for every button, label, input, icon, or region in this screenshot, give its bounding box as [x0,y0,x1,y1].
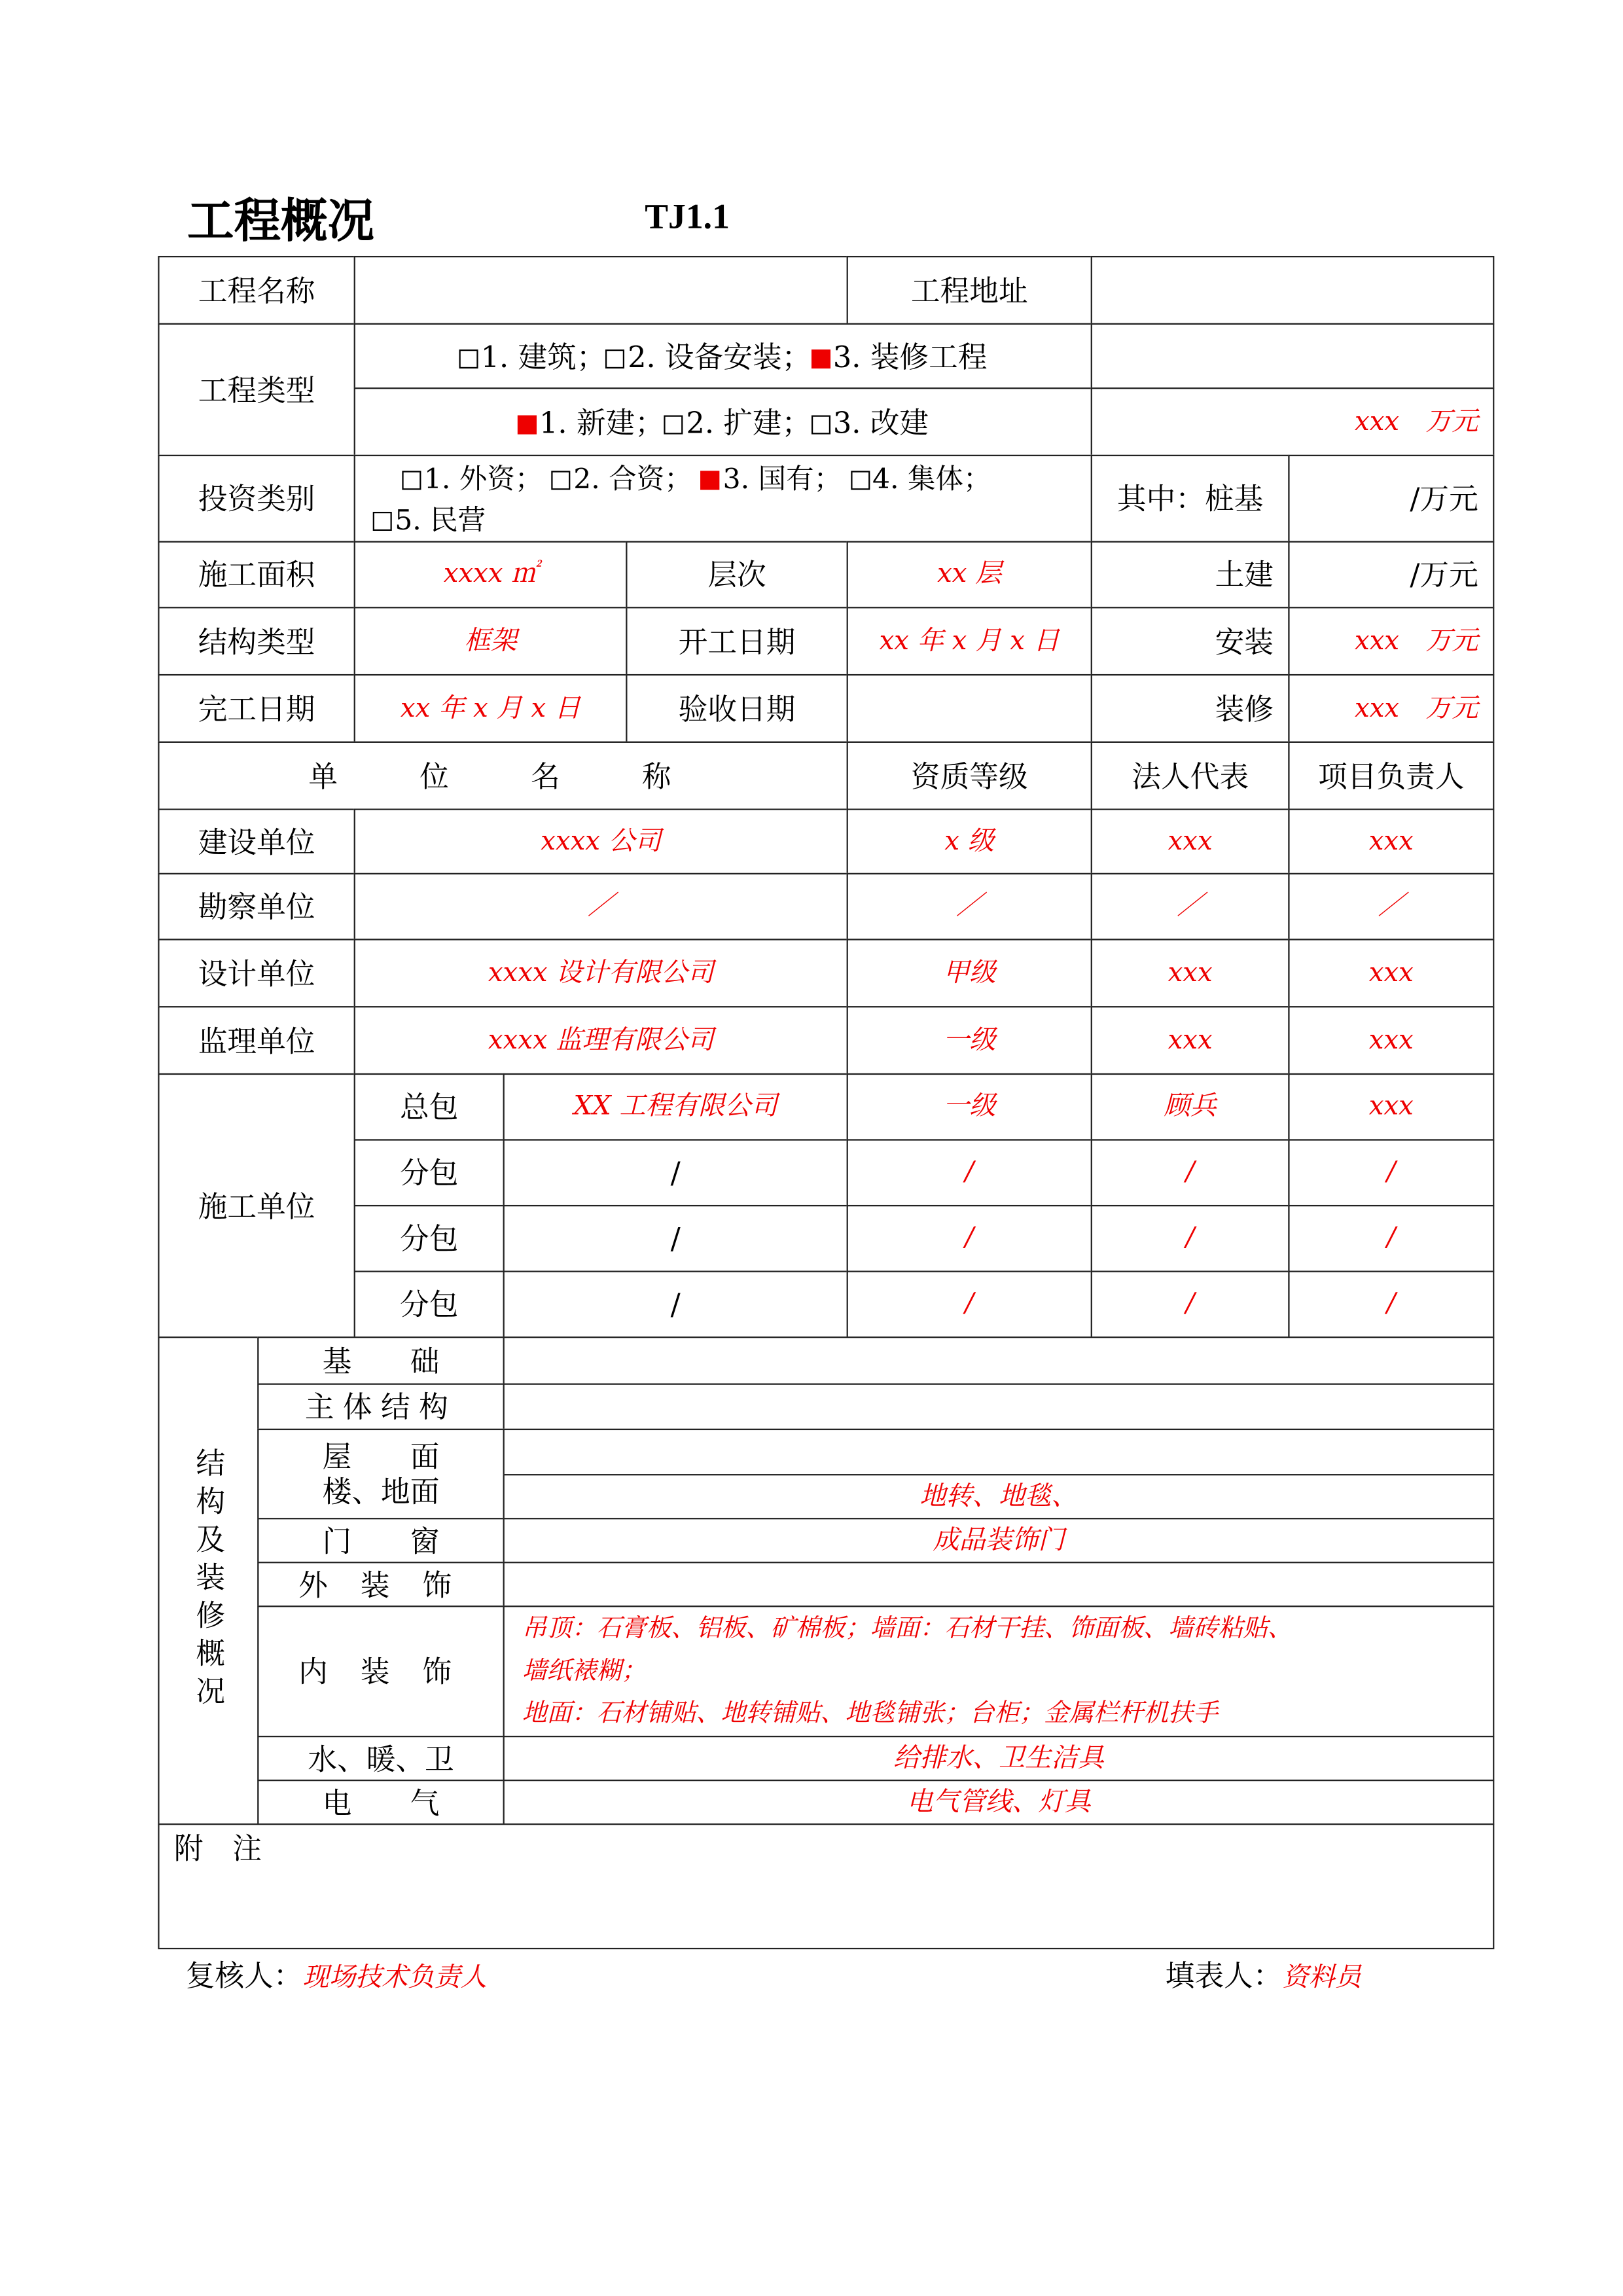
total-cost[interactable]: xxx 万元 [1091,387,1495,456]
unit-legal[interactable]: xxx [1091,1006,1290,1075]
label-address: 工程地址 [847,256,1092,325]
unit-legal[interactable]: ／ [1091,873,1290,941]
label-civil: 土建 [1091,541,1290,609]
checkbox-icon [552,471,571,490]
foundation-value[interactable] [503,1336,1495,1385]
header-legal-rep: 法人代表 [1091,742,1290,810]
label-build-unit: 建设单位 [158,809,355,875]
label-roof: 屋 面 [322,1439,440,1475]
contractor-name[interactable]: / [503,1139,848,1206]
label-main-contractor: 总包 [354,1073,505,1141]
accept-date[interactable] [847,674,1092,743]
label-electrical: 电 气 [257,1780,505,1825]
unit-qual[interactable]: 一级 [847,1006,1092,1075]
label-interior: 内 装 饰 [257,1605,505,1737]
roof-value[interactable] [503,1429,1495,1475]
reviewer [186,1952,487,1995]
label-sub-contractor: 分包 [354,1139,505,1206]
checkbox-collective[interactable]: 4. 集体； [851,463,991,495]
checkbox-private[interactable]: 5. 民营 [373,505,486,537]
checkbox-foreign[interactable]: 1. 外资； [402,463,543,495]
unit-name[interactable]: xxxx 公司 [354,809,848,875]
checkbox-icon [811,414,830,433]
contractor-pm[interactable]: / [1288,1271,1494,1338]
checkbox-decoration[interactable]: 3. 装修工程 [811,338,987,374]
type-options-1 [354,323,1092,389]
label-doors-windows: 门 窗 [257,1518,505,1563]
contractor-qual[interactable]: 一级 [847,1073,1092,1141]
label-invest: 投资类别 [158,455,355,543]
filler-value[interactable]: 资料员 [1282,1962,1362,1994]
unit-qual[interactable]: ／ [847,873,1092,941]
header-qualification: 资质等级 [847,742,1092,810]
checkbox-rebuild[interactable]: 3. 改建 [811,404,929,440]
label-exterior: 外 装 饰 [257,1562,505,1607]
start-date[interactable]: xx 年 x 月 x 日 [847,607,1092,675]
checkbox-equipment[interactable]: 2. 设备安装； [606,338,812,374]
contractor-pm[interactable]: / [1288,1139,1494,1206]
label-plumbing: 水、暖、卫 [257,1736,505,1781]
contractor-qual[interactable]: / [847,1271,1092,1338]
blank-cell [1091,323,1495,389]
label-supervision-unit: 监理单位 [158,1006,355,1075]
checkbox-icon [664,414,683,433]
project-address-field[interactable] [1091,256,1495,325]
unit-legal[interactable]: xxx [1091,939,1290,1007]
structure-value[interactable]: 框架 [354,607,628,675]
label-floor: 楼、地面 [322,1474,440,1509]
label-floors: 层次 [626,541,848,609]
finish-date[interactable]: xx 年 x 月 x 日 [354,674,628,743]
electrical-value[interactable]: 电气管线、灯具 [503,1780,1495,1825]
label-decor: 装修 [1091,674,1290,743]
label-structure-section: 结构及装修概况 [158,1336,259,1825]
label-filler: 填表人： [1165,1958,1283,1994]
unit-legal[interactable]: xxx [1091,809,1290,875]
unit-pm[interactable]: xxx [1288,939,1494,1007]
filler [1166,1952,1361,1995]
label-start: 开工日期 [626,607,848,675]
contractor-legal[interactable]: / [1091,1205,1290,1272]
unit-pm[interactable]: ／ [1288,873,1494,941]
checkbox-icon [606,349,625,368]
unit-pm[interactable]: xxx [1288,809,1494,875]
label-finish: 完工日期 [158,674,355,743]
doors-windows-value[interactable]: 成品装饰门 [503,1518,1495,1563]
unit-name[interactable]: xxxx 设计有限公司 [354,939,848,1007]
label-pile: 其中：桩基 [1091,455,1290,543]
label-sub-contractor: 分包 [354,1271,505,1338]
checkbox-state[interactable]: 3. 国有； [701,463,842,495]
unit-name[interactable]: ／ [354,873,848,941]
checkbox-icon [402,471,421,490]
decor-cost[interactable]: xxx 万元 [1288,674,1494,743]
label-survey-unit: 勘察单位 [158,873,355,941]
label-name: 工程名称 [158,256,355,325]
area-value[interactable]: xxxx ㎡ [354,541,628,609]
civil-cost[interactable]: /万元 [1288,541,1494,609]
interior-line: 吊顶：石膏板、铝板、矿棉板；墙面：石材干挂、饰面板、墙砖粘贴、 [522,1613,1293,1643]
interior-value[interactable] [503,1605,1495,1737]
checkbox-checked-icon [517,414,536,433]
contractor-legal[interactable]: 顾兵 [1091,1073,1290,1141]
plumbing-value[interactable]: 给排水、卫生洁具 [503,1736,1495,1781]
contractor-legal[interactable]: / [1091,1139,1290,1206]
label-area: 施工面积 [158,541,355,609]
reviewer-value[interactable]: 现场技术负责人 [302,1962,487,1994]
interior-line: 墙纸裱糊； [522,1656,647,1685]
checkbox-expand[interactable]: 2. 扩建； [664,404,811,440]
label-install: 安装 [1091,607,1290,675]
checkbox-checked-icon [701,471,720,490]
unit-pm[interactable]: xxx [1288,1006,1494,1075]
install-cost[interactable]: xxx 万元 [1288,607,1494,675]
label-foundation: 基 础 [257,1336,505,1385]
label-construction-unit: 施工单位 [158,1073,355,1338]
label-notes: 附 注 [173,1831,262,1866]
unit-qual[interactable]: 甲级 [847,939,1092,1007]
label-roof-floor [257,1429,505,1520]
label-structure: 结构类型 [158,607,355,675]
contractor-name[interactable]: XX 工程有限公司 [503,1073,848,1141]
form-code: TJ1.1 [645,198,730,237]
label-reviewer: 复核人： [185,1958,303,1994]
label-type: 工程类型 [158,323,355,456]
exterior-value[interactable] [503,1562,1495,1607]
type-options-2 [354,387,1092,456]
project-name-field[interactable] [354,256,848,325]
notes-field[interactable] [158,1823,1494,1949]
main-structure-value[interactable] [503,1384,1495,1430]
checkbox-building[interactable]: 1. 建筑； [459,338,605,374]
floors-value[interactable]: xx 层 [847,541,1092,609]
invest-options [354,455,1092,543]
checkbox-icon [851,471,870,490]
checkbox-icon [373,512,392,531]
pile-cost[interactable]: /万元 [1288,455,1494,543]
label-sub-contractor: 分包 [354,1205,505,1272]
label-design-unit: 设计单位 [158,939,355,1007]
floor-value[interactable]: 地转、地毯、 [503,1474,1495,1519]
contractor-qual[interactable]: / [847,1139,1092,1206]
page-title: 工程概况 [187,192,374,249]
unit-name[interactable]: xxxx 监理有限公司 [354,1006,848,1075]
header-unit-name: 单 位 名 称 [158,742,848,810]
header-project-manager: 项目负责人 [1288,742,1494,810]
checkbox-joint[interactable]: 2. 合资； [552,463,692,495]
unit-qual[interactable]: x 级 [847,809,1092,875]
interior-line: 地面：石材铺贴、地转铺贴、地毯铺张；台柜；金属栏杆机扶手 [522,1698,1219,1728]
label-main-structure: 主体结构 [257,1384,505,1430]
checkbox-icon [459,349,478,368]
contractor-name[interactable]: / [503,1205,848,1272]
contractor-legal[interactable]: / [1091,1271,1290,1338]
label-accept: 验收日期 [626,674,848,743]
checkbox-checked-icon [811,349,830,368]
checkbox-new[interactable]: 1. 新建； [517,404,664,440]
contractor-qual[interactable]: / [847,1205,1092,1272]
contractor-pm[interactable]: / [1288,1205,1494,1272]
contractor-pm[interactable]: xxx [1288,1073,1494,1141]
contractor-name[interactable]: / [503,1271,848,1338]
